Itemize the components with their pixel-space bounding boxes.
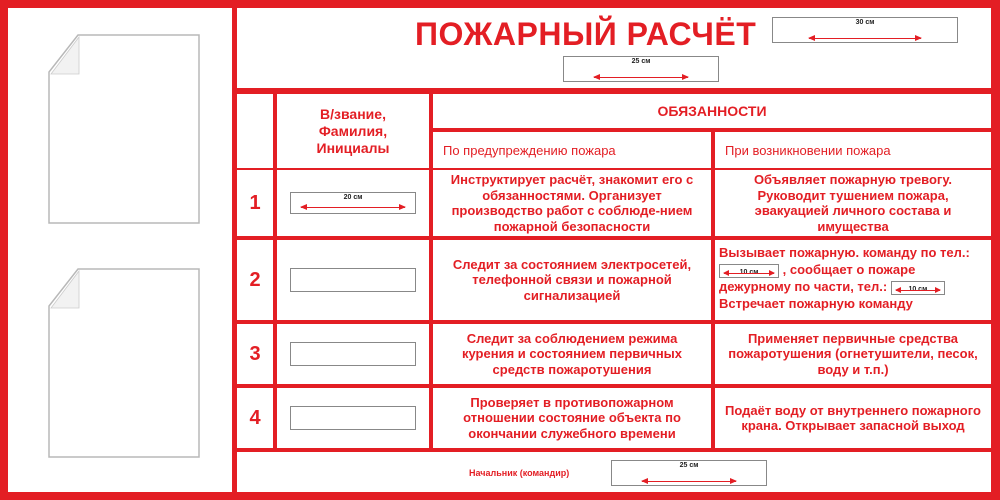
double-arrow-icon [594, 77, 688, 78]
name-slot-4[interactable] [290, 406, 416, 430]
document-pocket-top[interactable] [48, 34, 200, 224]
slot-size-label: 20 см [343, 194, 363, 201]
pocket-panel [8, 8, 232, 492]
row-number-4: 4 [237, 388, 273, 448]
chief-signature-slot[interactable] [611, 460, 767, 486]
prevention-duty-2: Следит за состоянием электросетей, телефонной связи и пожарной сигнализацией [433, 240, 711, 320]
fire-duty-2: Вызывает пожарную. команду по тел.: , сообщает о пожаре дежурному по части, тел.: Встречает пожарную команду [715, 240, 991, 320]
double-arrow-icon [301, 207, 405, 208]
duties-header: ОБЯЗАННОСТИ [433, 94, 991, 128]
phone-slot-fire-brigade[interactable] [719, 264, 779, 278]
name-column-header: В/звание, Фамилия, Инициалы [277, 94, 429, 168]
fire-duty-1: Объявляет пожарную тревогу. Руководит тушением пожара, эвакуацией личного состава и имущества [715, 170, 991, 236]
page-title: ПОЖАРНЫЙ РАСЧЁТ [415, 16, 757, 52]
slot-size-label: 30 см [855, 19, 875, 26]
subtitle-size-slot[interactable] [563, 56, 719, 82]
name-cell-4 [277, 388, 429, 448]
title-size-slot[interactable] [772, 17, 958, 43]
slot-size-label: 25 см [631, 58, 651, 65]
title-block [237, 8, 991, 88]
phone-slot-duty-officer[interactable] [891, 281, 945, 295]
document-pocket-bottom[interactable] [48, 268, 200, 458]
pocket-icon [48, 34, 200, 224]
name-cell-3 [277, 324, 429, 384]
name-cell-1 [277, 170, 429, 236]
prevention-duty-3: Следит за соблюдением режима курения и состоянием первичных средств пожаротушения [433, 324, 711, 384]
name-slot-1[interactable] [290, 192, 416, 214]
double-arrow-icon [642, 481, 736, 482]
number-header-cell [237, 94, 273, 168]
row-number-3: 3 [237, 324, 273, 384]
double-arrow-icon [809, 38, 921, 39]
prevention-subheader: По предупреждению пожара [433, 132, 711, 168]
footer-block [237, 452, 991, 492]
crew-table-panel [237, 8, 991, 492]
prevention-duty-1: Инструктирует расчёт, знакомит его с обязанностями. Организует производство работ с соблюде-нием пожарной безопасности [433, 170, 711, 236]
row-number-1: 1 [237, 170, 273, 236]
chief-label: Начальник (командир) [469, 468, 570, 478]
double-arrow-icon [896, 290, 940, 291]
row-number-2: 2 [237, 240, 273, 320]
prevention-duty-4: Проверяет в противопожарном отношении состояние объекта по окончании служебного времени [433, 388, 711, 448]
fire-duty-3: Применяет первичные средства пожаротушения (огнетушители, песок, воду и т.п.) [715, 324, 991, 384]
name-cell-2 [277, 240, 429, 320]
name-slot-2[interactable] [290, 268, 416, 292]
name-slot-3[interactable] [290, 342, 416, 366]
fire-subheader: При возникновении пожара [715, 132, 991, 168]
fire-duty-4: Подаёт воду от внутреннего пожарного крана. Открывает запасной выход [715, 388, 991, 448]
pocket-icon [48, 268, 200, 458]
slot-size-label: 25 см [679, 462, 699, 469]
double-arrow-icon [724, 273, 774, 274]
